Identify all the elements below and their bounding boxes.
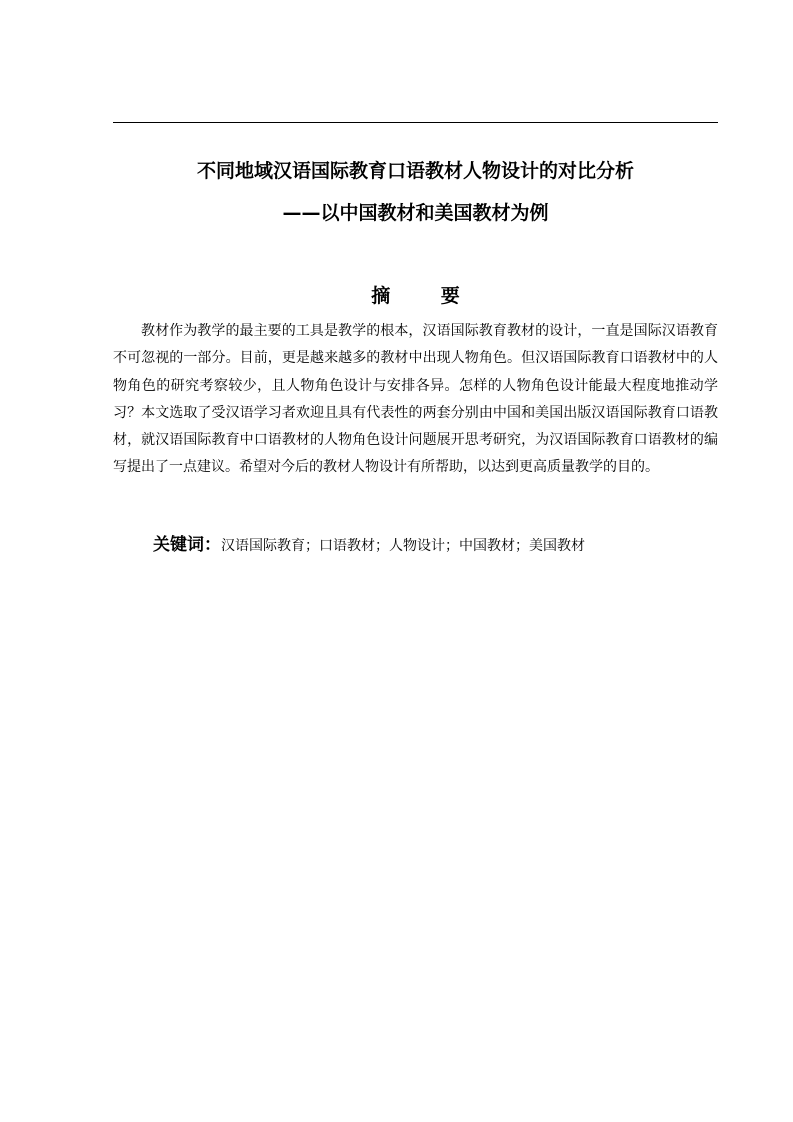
keywords-list: 汉语国际教育；口语教材；人物设计；中国教材；美国教材	[221, 538, 585, 554]
keywords-line	[153, 532, 718, 559]
abstract-body: 教材作为教学的最主要的工具是教学的根本，汉语国际教育教材的设计，一直是国际汉语教育不可忽视的一部分。目前，更是越来越多的教材中出现人物角色。但汉语国际教育口语教材中的人物角色的研究考察较少，且人物角色设计与安排各异。怎样的人物角色设计能最大程度地推动学习？本文选取了受汉语学习者欢迎且具有代表性的两套分别由中国和美国出版汉语国际教育口语教材，就汉语国际教育中口语教材的人物角色设计问题展开思考研究，为汉语国际教育口语教材的编写提出了一点建议。希望对今后的教材人物设计有所帮助，以达到更高质量教学的目的。	[113, 323, 718, 476]
abstract-heading: 摘 要	[371, 285, 482, 307]
keywords-label: 关键词：	[153, 535, 221, 555]
paper-subtitle: ——以中国教材和美国教材为例	[282, 202, 549, 224]
header-rule	[113, 122, 718, 123]
paper-title: 不同地域汉语国际教育口语教材人物设计的对比分析	[196, 160, 634, 182]
